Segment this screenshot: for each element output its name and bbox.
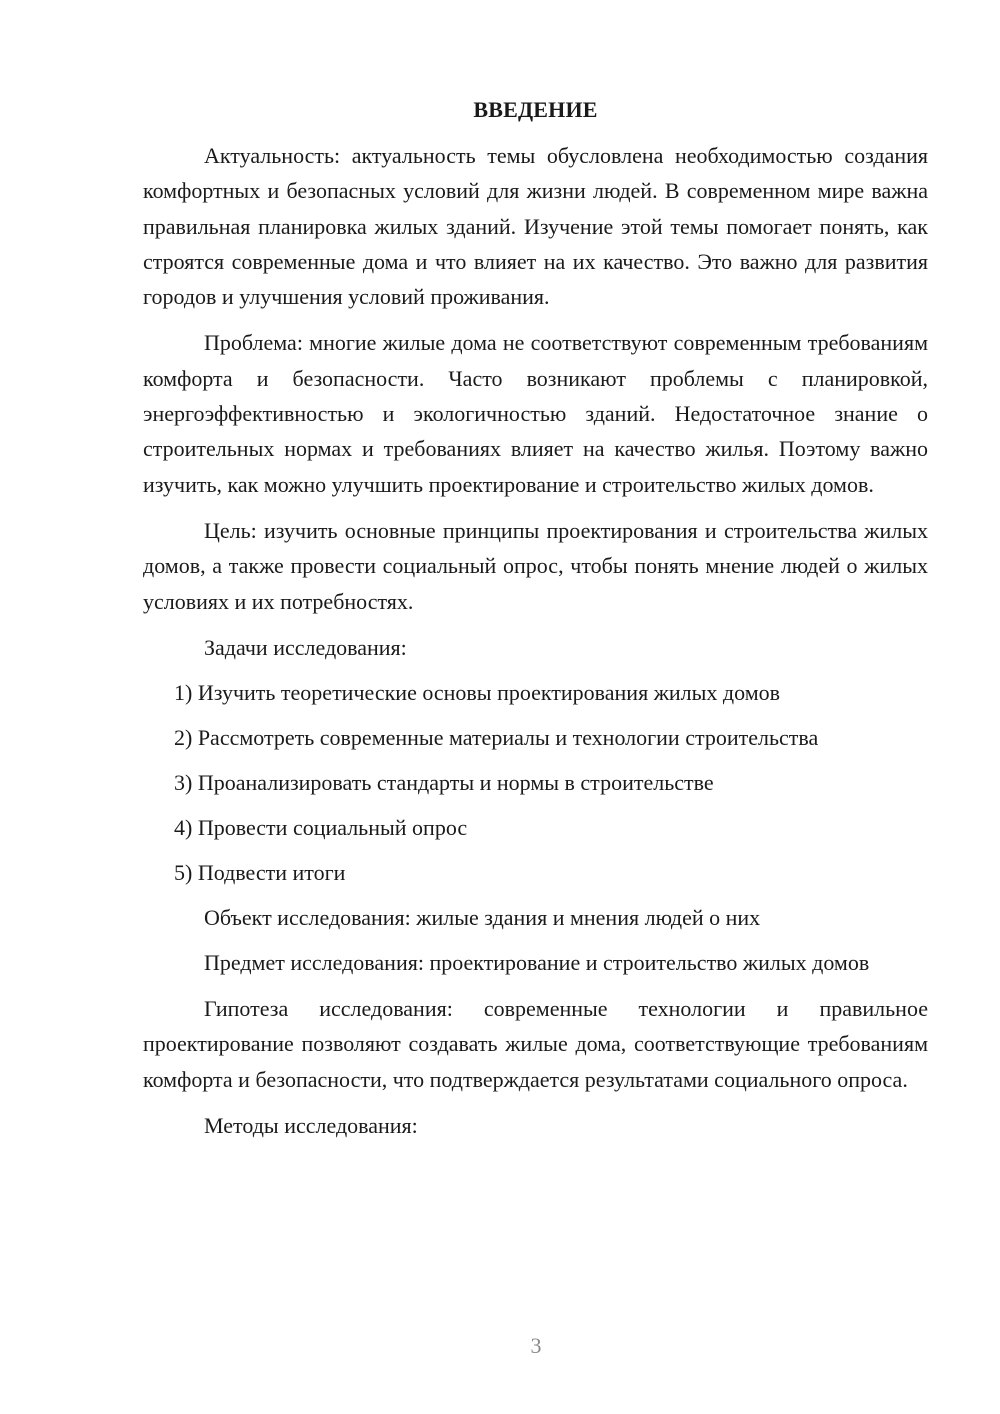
page-number: 3 [530,1333,542,1358]
hypothesis-paragraph: Гипотеза исследования: современные технологии и правильное проектирование позволяют создавать жилые дома, соответствующие требованиям комфорта и безопасности, что подтверждается результатами социального опроса. [143,996,928,1092]
relevance-paragraph: Актуальность: актуальность темы обусловлена необходимостью создания комфортных и безопасных условий для жизни людей. В современном мире важна правильная планировка жилых зданий. Изучение этой темы помогает понять, как строятся современные дома и что влияет на их качество. Это важно для развития городов и улучшения условий проживания. [143,143,928,310]
problem-paragraph: Проблема: многие жилые дома не соответствуют современным требованиям комфорта и безопасности. Часто возникают проблемы с планировкой, энергоэффективностью и экологичностью зданий. Недостаточное знание о строительных нормах и требованиях влияет на качество жилья. Поэтому важно изучить, как можно улучшить проектирование и строительство жилых домов. [143,330,928,497]
subject-paragraph: Предмет исследования: проектирование и строительство жилых домов [204,949,870,975]
methods-heading: Методы исследования: [204,1113,418,1139]
task-item: 3) Проанализировать стандарты и нормы в строительстве [174,769,714,795]
task-item: 5) Подвести итоги [174,859,346,885]
tasks-heading: Задачи исследования: [204,634,407,660]
goal-paragraph: Цель: изучить основные принципы проектирования и строительства жилых домов, а также провести социальный опрос, чтобы понять мнение людей о жилых условиях и их потребностях. [143,517,928,614]
task-item: 2) Рассмотреть современные материалы и технологии строительства [174,724,819,750]
tasks-list [143,675,928,890]
section-title: ВВЕДЕНИЕ [473,97,598,122]
task-item: 4) Провести социальный опрос [174,814,468,840]
object-paragraph: Объект исследования: жилые здания и мнения людей о них [204,904,761,930]
document-body [143,95,928,1153]
task-item: 1) Изучить теоретические основы проектирования жилых домов [174,679,781,705]
